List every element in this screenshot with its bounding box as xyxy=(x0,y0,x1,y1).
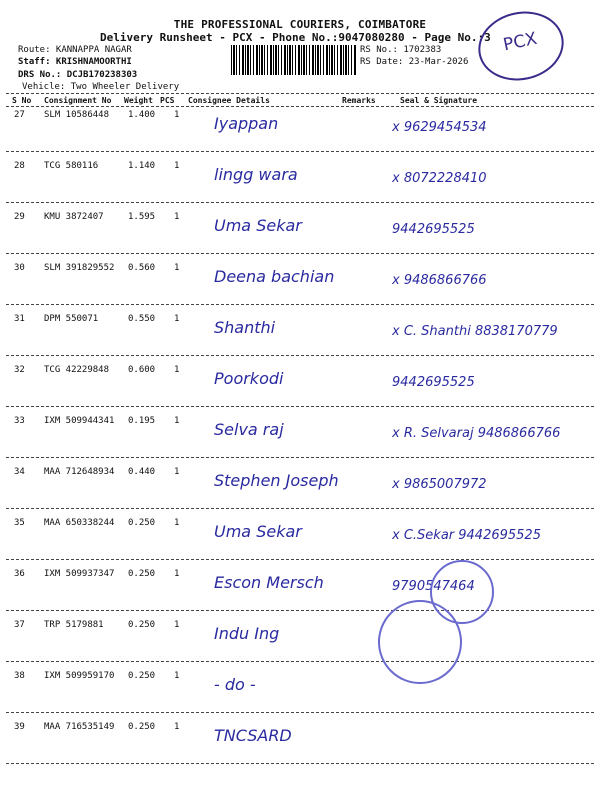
row-consignment: IXM 509944341 xyxy=(44,416,115,426)
row-consignee-name: - do - xyxy=(214,675,256,694)
row-signature: x C.Sekar 9442695525 xyxy=(392,528,541,543)
rs-date: RS Date: 23-Mar-2026 xyxy=(360,57,469,67)
row-sno: 39 xyxy=(14,722,25,732)
row-consignment: IXM 509959170 xyxy=(44,671,115,681)
row-sno: 27 xyxy=(14,110,25,120)
row-consignment: MAA 650338244 xyxy=(44,518,115,528)
row-pcs: 1 xyxy=(174,569,180,579)
row-pcs: 1 xyxy=(174,416,180,426)
row-separator xyxy=(6,559,594,560)
row-signature: x 9629454534 xyxy=(392,120,487,135)
header-top-rule xyxy=(6,93,594,94)
row-separator xyxy=(6,508,594,509)
row-pcs: 1 xyxy=(174,518,180,528)
row-sno: 32 xyxy=(14,365,25,375)
company-title: THE PROFESSIONAL COURIERS, COIMBATORE xyxy=(173,18,427,31)
row-weight: 1.140 xyxy=(128,161,156,171)
row-pcs: 1 xyxy=(174,671,180,681)
row-weight: 1.595 xyxy=(128,212,156,222)
row-weight: 0.250 xyxy=(128,569,156,579)
row-separator xyxy=(6,406,594,407)
rs-number: RS No.: 1702383 xyxy=(360,45,442,55)
staff-label: Staff: KRISHNAMOORTHI xyxy=(18,57,132,67)
row-consignment: TCG 42229848 xyxy=(44,365,110,375)
row-signature: 9790547464 xyxy=(392,579,475,594)
row-sno: 33 xyxy=(14,416,25,426)
row-sno: 28 xyxy=(14,161,25,171)
row-sno: 30 xyxy=(14,263,25,273)
row-consignee-name: Uma Sekar xyxy=(214,216,302,235)
row-sno: 36 xyxy=(14,569,25,579)
row-weight: 0.250 xyxy=(128,722,156,732)
row-signature: x 9865007972 xyxy=(392,477,487,492)
row-consignee-name: TNCSARD xyxy=(214,726,292,745)
row-signature: x C. Shanthi 8838170779 xyxy=(392,324,558,339)
row-sno: 31 xyxy=(14,314,25,324)
row-pcs: 1 xyxy=(174,263,180,273)
row-separator xyxy=(6,610,594,611)
barcode xyxy=(231,45,356,75)
vehicle-label: Vehicle: Two Wheeler Delivery xyxy=(22,82,180,92)
row-separator xyxy=(6,253,594,254)
col-consignment: Consignment No xyxy=(44,96,112,105)
row-weight: 0.600 xyxy=(128,365,156,375)
row-pcs: 1 xyxy=(174,110,180,120)
row-sno: 35 xyxy=(14,518,25,528)
row-consignment: MAA 716535149 xyxy=(44,722,115,732)
row-sno: 38 xyxy=(14,671,25,681)
row-consignment: TCG 580116 xyxy=(44,161,99,171)
row-signature: x 9486866766 xyxy=(392,273,487,288)
row-pcs: 1 xyxy=(174,161,180,171)
row-consignment: SLM 391829552 xyxy=(44,263,115,273)
row-weight: 0.560 xyxy=(128,263,156,273)
row-pcs: 1 xyxy=(174,467,180,477)
row-pcs: 1 xyxy=(174,212,180,222)
row-separator xyxy=(6,202,594,203)
row-consignment: IXM 509937347 xyxy=(44,569,115,579)
row-separator xyxy=(6,355,594,356)
drs-label: DRS No.: DCJB170238303 xyxy=(18,70,138,80)
row-weight: 0.550 xyxy=(128,314,156,324)
row-consignment: MAA 712648934 xyxy=(44,467,115,477)
row-consignee-name: Stephen Joseph xyxy=(214,471,339,490)
row-separator xyxy=(6,712,594,713)
runsheet-subtitle: Delivery Runsheet - PCX - Phone No.:9047080280 - Page No.:3 xyxy=(100,31,491,44)
row-consignee-name: Poorkodi xyxy=(214,369,284,388)
col-weight: Weight xyxy=(124,96,153,105)
row-pcs: 1 xyxy=(174,620,180,630)
row-weight: 1.400 xyxy=(128,110,156,120)
row-weight: 0.250 xyxy=(128,518,156,528)
pcx-stamp xyxy=(472,4,570,88)
row-separator xyxy=(6,151,594,152)
company-seal xyxy=(430,560,494,624)
col-seal: Seal & Signature xyxy=(400,96,478,105)
row-separator xyxy=(6,661,594,662)
row-consignment: TRP 5179881 xyxy=(44,620,104,630)
row-sno: 34 xyxy=(14,467,25,477)
row-consignment: DPM 550071 xyxy=(44,314,99,324)
row-pcs: 1 xyxy=(174,365,180,375)
header-bottom-rule xyxy=(6,106,594,107)
row-consignee-name: Indu Ing xyxy=(214,624,280,643)
row-separator xyxy=(6,304,594,305)
row-pcs: 1 xyxy=(174,722,180,732)
row-consignee-name: lingg wara xyxy=(214,165,298,184)
col-sno: S No xyxy=(12,96,32,105)
row-consignment: SLM 10586448 xyxy=(44,110,110,120)
row-separator xyxy=(6,457,594,458)
col-details: Consignee Details xyxy=(188,96,270,105)
row-separator xyxy=(6,763,594,764)
col-pcs: PCS xyxy=(160,96,175,105)
row-weight: 0.195 xyxy=(128,416,156,426)
row-consignee-name: Selva raj xyxy=(214,420,284,439)
row-signature: 9442695525 xyxy=(392,222,475,237)
row-consignee-name: Uma Sekar xyxy=(214,522,302,541)
row-signature: x 8072228410 xyxy=(392,171,487,186)
row-consignee-name: Iyappan xyxy=(214,114,279,133)
row-consignee-name: Deena bachian xyxy=(214,267,335,286)
row-sno: 37 xyxy=(14,620,25,630)
row-consignee-name: Escon Mersch xyxy=(214,573,324,592)
row-weight: 0.250 xyxy=(128,620,156,630)
route-label: Route: KANNAPPA NAGAR xyxy=(18,45,132,55)
row-sno: 29 xyxy=(14,212,25,222)
row-signature: x R. Selvaraj 9486866766 xyxy=(392,426,561,441)
col-remarks: Remarks xyxy=(342,96,376,105)
row-consignee-name: Shanthi xyxy=(214,318,276,337)
row-weight: 0.440 xyxy=(128,467,156,477)
row-signature: 9442695525 xyxy=(392,375,475,390)
row-pcs: 1 xyxy=(174,314,180,324)
pcx-stamp-text: PCX xyxy=(501,28,539,56)
row-consignment: KMU 3872407 xyxy=(44,212,104,222)
row-weight: 0.250 xyxy=(128,671,156,681)
